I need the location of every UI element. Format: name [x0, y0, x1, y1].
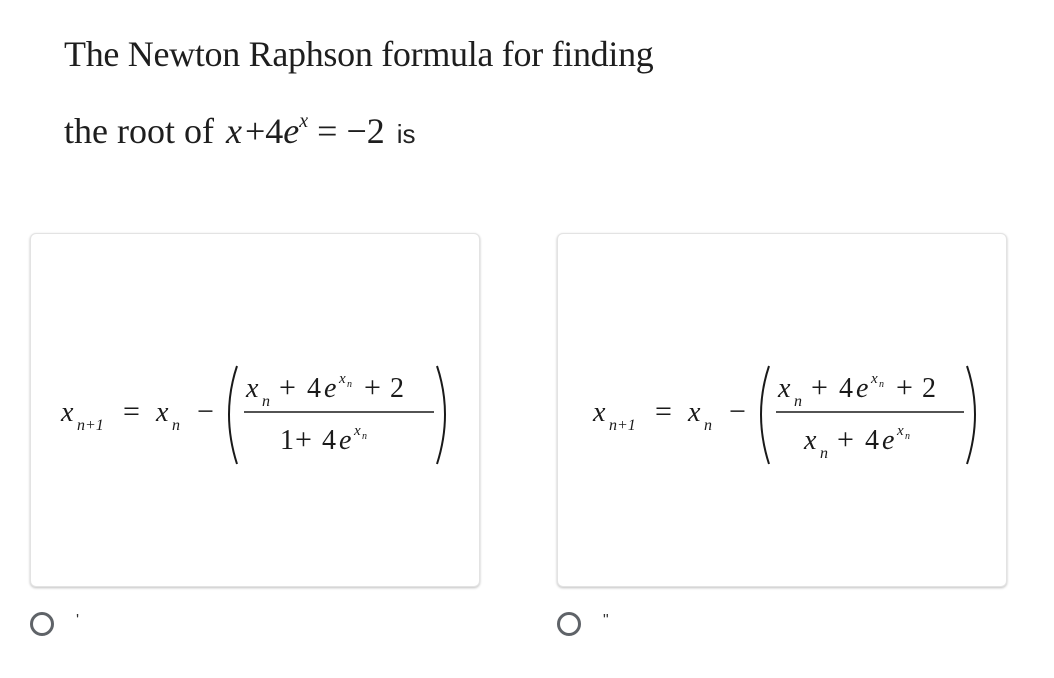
den-a: x — [804, 425, 817, 456]
term-var: x — [688, 397, 701, 428]
num-base: e — [324, 373, 337, 404]
den-op1: + — [295, 423, 312, 456]
num-a-sub: n — [262, 393, 270, 410]
eq-var: x — [225, 111, 242, 151]
num-coef: 4 — [307, 373, 321, 404]
num-exp: x — [871, 371, 878, 387]
num-a: x — [778, 373, 791, 404]
eq-coef: 4 — [265, 111, 284, 151]
question-line-1: The Newton Raphson formula for finding — [64, 34, 654, 74]
left-paren — [229, 366, 237, 464]
question-text — [64, 36, 964, 152]
den-exp-sub: n — [905, 431, 910, 442]
den-base: e — [882, 425, 895, 456]
den-exp: x — [354, 423, 361, 439]
term-var: x — [156, 397, 169, 428]
num-a-sub: n — [794, 393, 802, 410]
equals-sign: = — [123, 395, 140, 428]
num-const: 2 — [390, 373, 404, 404]
den-op1: + — [837, 423, 854, 456]
question-suffix: is — [396, 119, 416, 149]
num-base: e — [856, 373, 869, 404]
eq-base: e — [283, 111, 300, 151]
right-paren — [437, 366, 445, 464]
question-prefix: the root of — [64, 111, 214, 151]
num-op1: + — [811, 371, 828, 404]
radio-button-a[interactable] — [30, 612, 54, 636]
option-label-a: ' — [76, 612, 80, 629]
den-base: e — [339, 425, 352, 456]
lhs-sub: n+1 — [609, 417, 636, 434]
eq-plus: + — [244, 111, 266, 151]
option-card-b[interactable] — [557, 233, 1007, 587]
question-line-2 — [64, 110, 964, 152]
term-sub: n — [172, 417, 180, 434]
num-exp-sub: n — [879, 379, 884, 390]
option-card-a[interactable] — [30, 233, 480, 587]
eq-exp: x — [299, 110, 309, 132]
formula-option-a — [31, 234, 481, 588]
option-row-b[interactable] — [557, 612, 609, 636]
den-coef: 4 — [322, 425, 336, 456]
term-sub: n — [704, 417, 712, 434]
num-exp-sub: n — [347, 379, 352, 390]
num-op1: + — [279, 371, 296, 404]
num-coef: 4 — [839, 373, 853, 404]
option-row-a[interactable] — [30, 612, 79, 636]
den-exp-sub: n — [362, 431, 367, 442]
left-paren — [761, 366, 769, 464]
num-op2: + — [896, 371, 913, 404]
option-label-b: " — [603, 612, 609, 629]
num-op2: + — [364, 371, 381, 404]
den-coef: 4 — [865, 425, 879, 456]
minus-sign: − — [729, 395, 746, 428]
den-a: 1 — [280, 425, 294, 456]
num-const: 2 — [922, 373, 936, 404]
radio-button-b[interactable] — [557, 612, 581, 636]
formula-option-b — [558, 234, 1008, 588]
question-equation — [226, 110, 385, 152]
lhs-sub: n+1 — [77, 417, 104, 434]
lhs-var: x — [593, 397, 606, 428]
right-paren — [967, 366, 975, 464]
equals-sign: = — [655, 395, 672, 428]
den-a-sub: n — [820, 445, 828, 462]
num-exp: x — [339, 371, 346, 387]
num-a: x — [246, 373, 259, 404]
eq-rhs: = −2 — [317, 111, 385, 151]
minus-sign: − — [197, 395, 214, 428]
den-exp: x — [897, 423, 904, 439]
lhs-var: x — [61, 397, 74, 428]
